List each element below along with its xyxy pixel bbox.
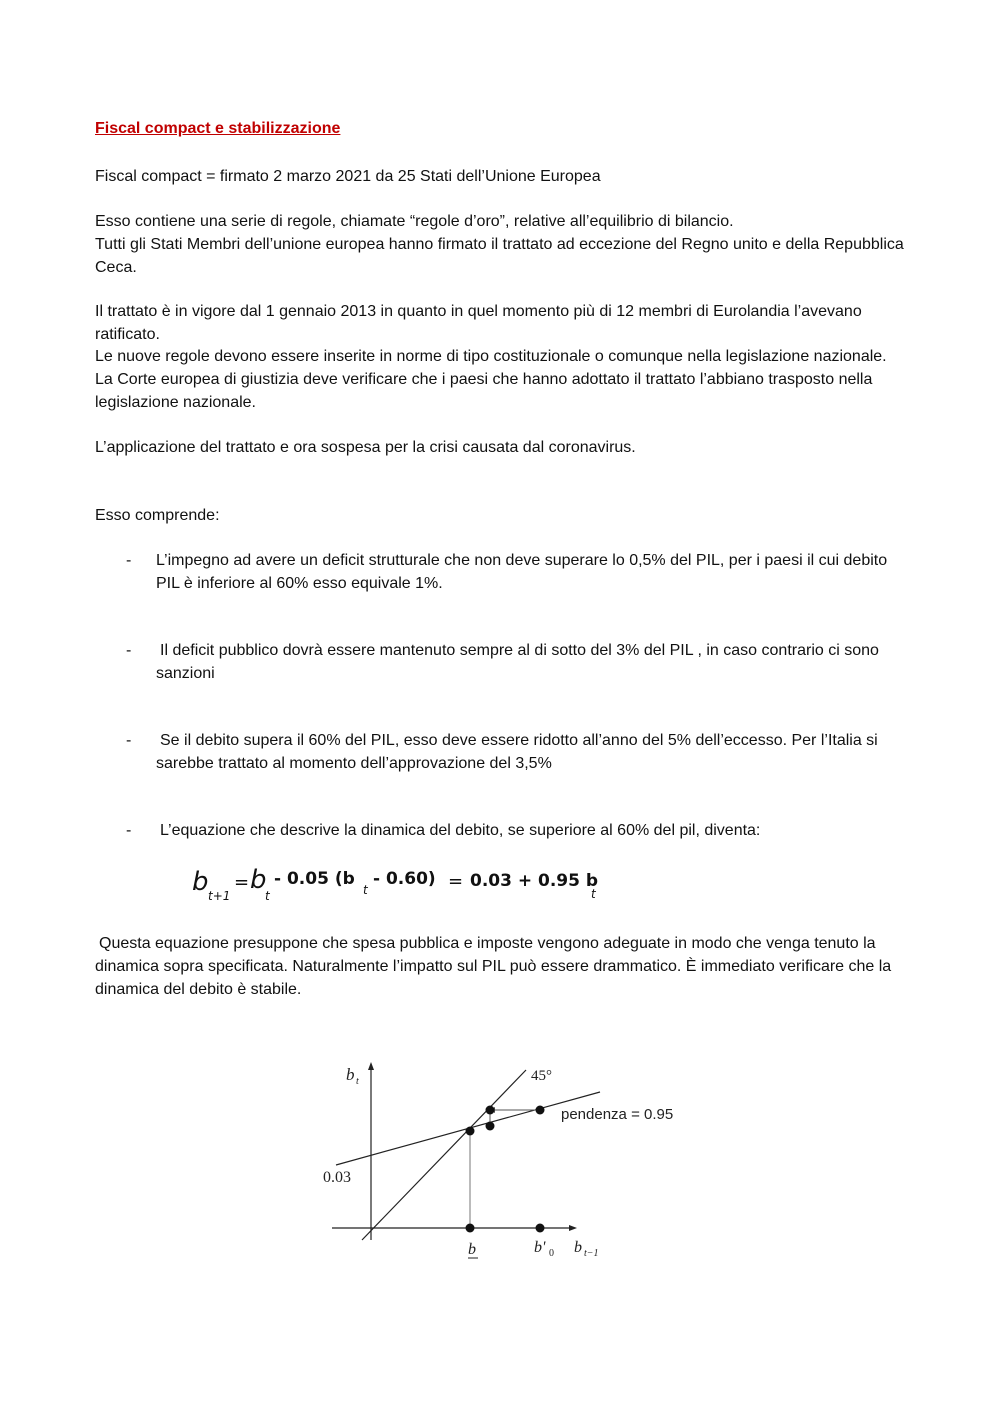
line-45-label: 45°	[531, 1068, 552, 1084]
equation-middle-2: - 0.60)	[373, 869, 436, 889]
steady-state-point	[466, 1127, 475, 1136]
equation-equals: =	[234, 872, 250, 893]
x-tick-b-steady: b	[468, 1241, 476, 1258]
slope-label: pendenza = 0.95	[561, 1106, 674, 1123]
point-45-line	[486, 1106, 495, 1115]
equation-equals: =	[448, 871, 464, 892]
bullet-deficit-pubblico: Il deficit pubblico dovrà essere mantenuto sempre al di sotto del 3% del PIL , in caso contrario ci sono sanzioni	[156, 642, 879, 682]
paragraph-in-vigore: Il trattato è in vigore dal 1 gennaio 2013 in quanto in quel momento più di 12 membri di Eurolandia l’avevano ratificato.	[95, 303, 862, 343]
paragraph-dinamica: Questa equazione presuppone che spesa pubblica e imposte vengono adeguate in modo che venga tenuto la dinamica sopra specificata. Naturalmente l’impatto sul PIL può essere drammatico. È immediato verificare che la dinamica del debito è stabile.	[95, 935, 892, 998]
line-45-degree	[362, 1070, 526, 1240]
x-axis-label: b	[574, 1239, 582, 1256]
paragraph-comprende: Esso comprende:	[95, 507, 220, 524]
equation-subscript-t: t	[265, 889, 270, 903]
paragraph-sospesa: L’applicazione del trattato e ora sospesa per la crisi causata dal coronavirus.	[95, 439, 636, 456]
equation-b: b	[192, 867, 209, 897]
paragraph-fiscal-compact: Fiscal compact = firmato 2 marzo 2021 da 25 Stati dell’Unione Europea	[95, 168, 601, 185]
equation-subscript-t1: t+1	[208, 889, 231, 903]
page-title: Fiscal compact e stabilizzazione	[95, 120, 341, 137]
debt-equation	[190, 858, 610, 908]
x-tick-b0-subscript: 0	[549, 1248, 554, 1259]
bullet-dash: -	[126, 642, 132, 659]
intercept-label: 0.03	[323, 1169, 351, 1186]
bullet-dash: -	[126, 732, 132, 749]
point-b0	[536, 1224, 545, 1233]
point-initial	[536, 1106, 545, 1115]
paragraph-regole: Esso contiene una serie di regole, chiamate “regole d’oro”, relative all’equilibrio di bilancio.	[95, 213, 734, 230]
equation-subscript-t: t	[363, 883, 368, 897]
y-axis-label: b	[346, 1065, 355, 1084]
debt-dynamics-chart	[318, 1058, 700, 1268]
equation-b: b	[250, 865, 267, 895]
y-axis-arrow	[368, 1062, 374, 1070]
point-b-steady	[466, 1224, 475, 1233]
paragraph-nuove-regole: Le nuove regole devono essere inserite in norme di tipo costituzionale o comunque nella legislazione nazionale. La Corte europea di giustizia deve verificare che i paesi che hanno adottato il trattato l’abbiano trasposto nella legislazione nazionale.	[95, 348, 887, 411]
bullet-dash: -	[126, 822, 132, 839]
bullet-debito: Se il debito supera il 60% del PIL, esso deve essere ridotto all’anno del 5% dell’eccesso. Per l’Italia si sarebbe trattato al momento dell’approvazione del 3,5%	[156, 732, 878, 772]
bullet-equazione: L’equazione che descrive la dinamica del debito, se superiore al 60% del pil, diventa:	[160, 822, 761, 839]
paragraph-stati-membri: Tutti gli Stati Membri dell’unione europea hanno firmato il trattato ad eccezione del Regno unito e della Repubblica Ceca.	[95, 236, 904, 276]
x-axis-arrow	[569, 1225, 577, 1231]
y-axis-label-subscript: t	[356, 1076, 359, 1087]
equation-middle: - 0.05 (b	[274, 869, 355, 889]
bullet-dash: -	[126, 552, 132, 569]
bullet-deficit-strutturale: L’impegno ad avere un deficit strutturale che non deve superare lo 0,5% del PIL, per i paesi il cui debito PIL è inferiore al 60% esso equivale 1%.	[156, 552, 888, 592]
point-slope-line	[486, 1122, 495, 1131]
x-tick-b0: b'	[534, 1239, 546, 1256]
equation-right: 0.03 + 0.95 b	[470, 871, 599, 891]
x-axis-label-subscript: t−1	[584, 1248, 599, 1259]
equation-subscript-t: t	[591, 887, 596, 901]
